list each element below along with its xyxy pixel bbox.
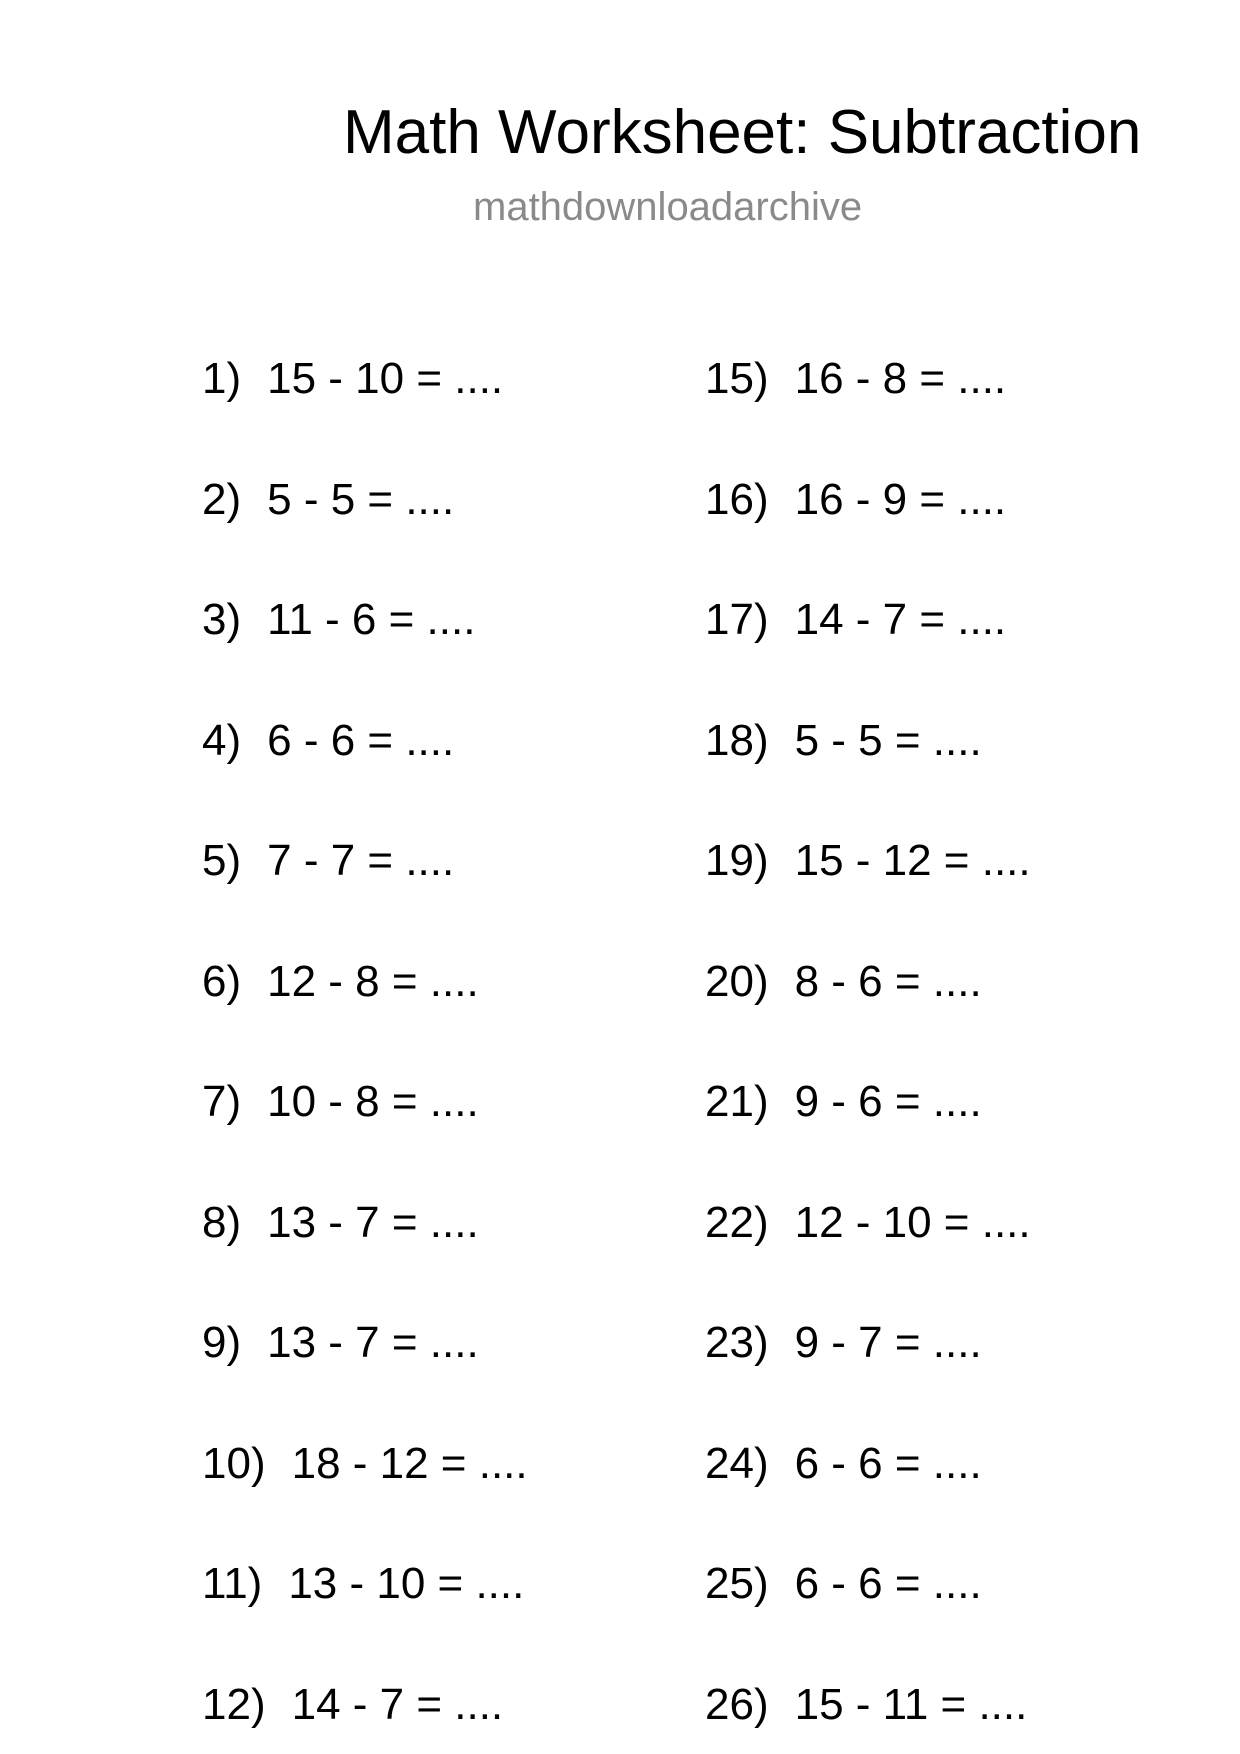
problem-item xyxy=(705,836,1031,886)
problem-number: 21) xyxy=(705,1077,769,1126)
problem-number: 22) xyxy=(705,1197,769,1247)
problem-expression: 15 - 10 = .... xyxy=(267,354,504,403)
problem-number: 20) xyxy=(705,956,769,1006)
problem-item xyxy=(202,1198,528,1248)
problem-expression: 10 - 8 = .... xyxy=(267,1077,479,1126)
worksheet-subtitle: mathdownloadarchive xyxy=(473,185,863,229)
problem-number: 7) xyxy=(202,1077,242,1126)
problem-item xyxy=(202,595,528,645)
problem-expression: 6 - 6 = .... xyxy=(267,715,455,765)
problem-item xyxy=(705,1680,1031,1730)
problem-expression: 15 - 11 = .... xyxy=(794,1679,1028,1729)
problem-number: 18) xyxy=(705,715,769,765)
problem-expression: 13 - 10 = .... xyxy=(288,1559,525,1608)
problem-item xyxy=(705,354,1031,404)
problem-number: 25) xyxy=(705,1559,769,1608)
problem-item xyxy=(202,836,528,886)
problem-expression: 9 - 7 = .... xyxy=(794,1318,982,1367)
worksheet-title: Math Worksheet: Subtraction xyxy=(343,98,1142,167)
problem-expression: 13 - 7 = .... xyxy=(267,1318,479,1367)
problem-expression: 5 - 5 = .... xyxy=(267,474,455,524)
problem-number: 12) xyxy=(202,1679,266,1729)
problem-number: 10) xyxy=(202,1438,266,1488)
problem-item xyxy=(202,716,528,766)
problem-expression: 16 - 8 = .... xyxy=(794,354,1007,403)
problem-number: 15) xyxy=(705,354,769,403)
problem-number: 26) xyxy=(705,1679,769,1729)
problem-item xyxy=(705,1559,1031,1609)
problem-number: 11) xyxy=(202,1559,263,1608)
problem-item xyxy=(202,1680,528,1730)
problem-number: 6) xyxy=(202,956,242,1006)
problem-number: 23) xyxy=(705,1318,769,1367)
problem-expression: 12 - 8 = .... xyxy=(267,956,479,1006)
problem-expression: 16 - 9 = .... xyxy=(794,474,1007,524)
problem-item xyxy=(705,957,1031,1007)
problem-item xyxy=(705,1077,1031,1127)
problem-expression: 7 - 7 = .... xyxy=(267,836,455,885)
problem-item xyxy=(202,1077,528,1127)
problem-expression: 14 - 7 = .... xyxy=(794,595,1007,644)
problem-item xyxy=(202,475,528,525)
problem-column-left xyxy=(202,354,528,1730)
problem-item xyxy=(202,354,528,404)
problem-item xyxy=(202,1439,528,1489)
problem-item xyxy=(202,957,528,1007)
problem-item xyxy=(705,1318,1031,1368)
problem-column-right xyxy=(705,354,1031,1730)
problem-expression: 5 - 5 = .... xyxy=(794,715,982,765)
problem-item xyxy=(705,475,1031,525)
problem-number: 1) xyxy=(202,354,242,403)
problem-expression: 13 - 7 = .... xyxy=(267,1197,479,1247)
problem-number: 16) xyxy=(705,474,769,524)
problem-expression: 15 - 12 = .... xyxy=(794,836,1031,885)
problem-expression: 11 - 6 = .... xyxy=(267,595,476,644)
problem-item xyxy=(705,716,1031,766)
problem-number: 3) xyxy=(202,595,242,644)
problem-number: 5) xyxy=(202,836,242,885)
problem-number: 2) xyxy=(202,474,242,524)
problem-expression: 6 - 6 = .... xyxy=(794,1438,982,1488)
problem-number: 9) xyxy=(202,1318,242,1367)
problem-expression: 8 - 6 = .... xyxy=(794,956,982,1006)
problem-number: 8) xyxy=(202,1197,242,1247)
problem-number: 19) xyxy=(705,836,769,885)
problem-expression: 14 - 7 = .... xyxy=(291,1679,504,1729)
problem-expression: 12 - 10 = .... xyxy=(794,1197,1031,1247)
problem-expression: 9 - 6 = .... xyxy=(794,1077,982,1126)
problem-item xyxy=(705,1439,1031,1489)
problem-item xyxy=(705,595,1031,645)
problem-number: 4) xyxy=(202,715,242,765)
problem-number: 24) xyxy=(705,1438,769,1488)
problem-item xyxy=(202,1559,528,1609)
problem-expression: 18 - 12 = .... xyxy=(291,1438,528,1488)
problem-number: 17) xyxy=(705,595,769,644)
problem-item xyxy=(705,1198,1031,1248)
problem-expression: 6 - 6 = .... xyxy=(794,1559,982,1608)
problem-item xyxy=(202,1318,528,1368)
